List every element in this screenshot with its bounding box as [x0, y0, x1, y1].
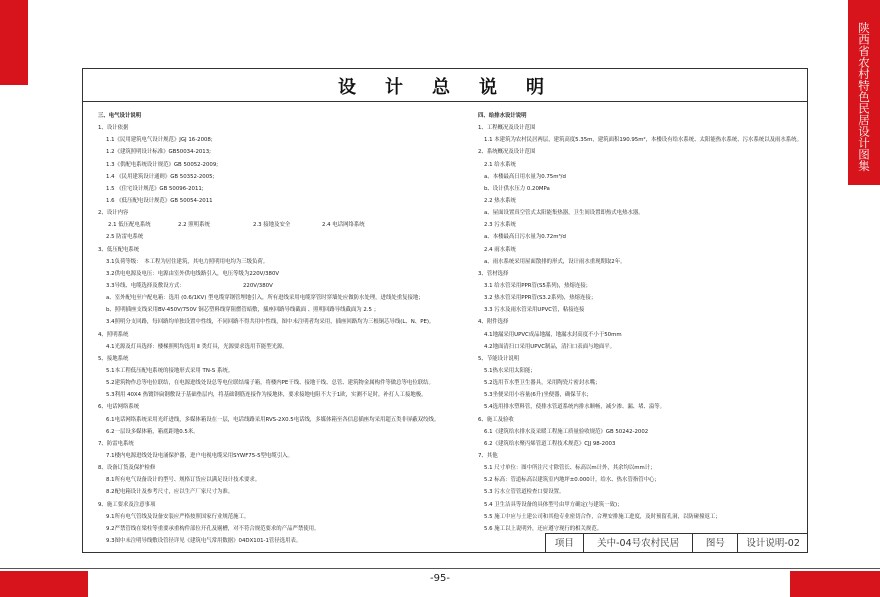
footer-rule [0, 568, 880, 569]
spec-line: 5.3利用 40X4 热镀锌扁钢敷设于基础垫层内，将基础钢筋连接作为接地体，要求接地电阻不大于1欧，实测不足时，补打人工接地极。 [106, 392, 427, 399]
title-block-project-value: 关中-04号农村民居 [584, 534, 694, 553]
title-block-drawing-no-value: 设计说明-02 [746, 538, 800, 549]
section-heading: 3、管材选择 [478, 270, 509, 277]
spec-line: 4.1光源及灯具选择：楼梯照明均选用 Ⅱ 类灯具，光源要求选用节能型光源。 [106, 343, 288, 350]
spec-line-segment: 220V/380V [243, 282, 273, 289]
section-heading: 9、施工要求及注意事项 [98, 501, 156, 508]
section-heading: 5、节能设计说明 [478, 355, 520, 362]
section-heading: 7、其他 [478, 452, 498, 459]
spec-line: 5.4选用排水塑料管，使排水管道系统内排水顺畅，减少渗、漏、堵、溢等。 [484, 404, 666, 411]
spec-line: 5.6 施工以上说明外，还应遵守现行的相关规范。 [484, 525, 603, 532]
spec-line: 6.2《建筑给水聚丙烯管道工程技术规范》CJJ 98-2003 [484, 440, 616, 447]
section-heading: 4、照明系统 [98, 331, 129, 338]
spec-line: 9.2严禁管线在梁柱等重要承重构件部位开孔及剔槽，对不符合规范要求的产品严禁使用。 [106, 525, 320, 532]
spec-line: 1.1《民用建筑电气设计规范》JGJ 16-2008; [106, 137, 213, 144]
spec-line-segment: 3.3导线、电缆选择及敷设方式： [106, 282, 185, 289]
spec-line: a、本楼最高日用水量为0.75m³/d [484, 173, 566, 180]
column-heading: 四、给排水设计说明 [478, 113, 527, 119]
sheet-title: 设计总说明 [338, 77, 573, 98]
page-number: -95- [430, 573, 450, 584]
spec-line: 2.1 给水系统 [484, 161, 516, 168]
spec-line: 8.1所有电气设备设计的型号、规格订货应以满足设计技术要求。 [106, 477, 261, 484]
spec-line: a、本楼最高日污水量为0.72m³/d [484, 234, 566, 241]
corner-block-bottom-right [790, 571, 880, 597]
section-heading: 6、施工及验收 [478, 416, 514, 423]
spec-line: 6.2一层设多媒体箱，箱底距地0.5米。 [106, 428, 199, 435]
spec-line: b、设计供水压力 0.20MPa [484, 185, 550, 192]
spec-line: 1.1 本建筑为农村民居两层，建筑高度5.35m，建筑面积190.95m²，本楼设有给水系统、太阳能热水系统、污水系统以及雨水系统。 [484, 137, 802, 144]
spec-line: 1.4 《民用建筑设计通则》GB 50352-2005; [106, 173, 215, 180]
section-heading: 1、工程概况及设计范围 [478, 125, 536, 132]
spec-line: 2.2 热水系统 [484, 197, 516, 204]
section-heading: 6、电话网络系统 [98, 404, 140, 411]
title-block [545, 533, 808, 553]
plumbing-notes-column [478, 110, 808, 535]
spec-line: 3.4照明分支回路，每回路均单独设置中性线，不同回路不得共用中性线，图中未注明者均采用，插座回路均为三根铜芯导线(L、N、PE)。 [106, 319, 435, 326]
spec-line: 6.1电话网络系统采用光纤进线，多媒体箱设在一层，电话线路采用RVS-2X0.5电话线，多媒体箱至各信息插座均采用超五类非屏蔽双绞线。 [106, 416, 440, 423]
spec-line: 5.3 污水立管管道检查口要设置。 [484, 489, 565, 496]
spec-line: 6.1《建筑给水排水及采暖工程施工质量验收规范》GB 50242-2002 [484, 428, 649, 435]
spec-line: 5.2建筑物作总等电位联结，在电源进线处设总等电位联结端子箱，将楼内PE干线、接地干线、总管、建筑物金属构件等做总等电位联结。 [106, 380, 434, 387]
spec-line: 3.2 热水管采用PPR管(S3.2系列)，热熔连接； [484, 295, 597, 302]
spec-line: 9.3图中未注明导线敷设管径详见《建筑电气常用数据》04DX101-1管径选用表。 [106, 537, 302, 544]
title-block-drawing-no-label: 图号 [693, 534, 738, 553]
spec-line: 2.3 污水系统 [484, 222, 516, 229]
spec-line: 5.4 卫生洁具等设备的具体型号由甲方确定(与建筑一致)； [484, 501, 623, 508]
section-heading: 3、低压配电系统 [98, 246, 140, 253]
spec-line: 5.3坐便采用小容量(6升)坐便器，确保节水； [484, 392, 592, 399]
spec-line: 5.2 标高：管道标高以建筑室内地坪±0.000计，给水、热水管指管中心； [484, 477, 660, 484]
spec-line: 1.6 《低压配电设计规范》GB 50054-2011 [106, 197, 213, 204]
title-block-project-label: 项目 [546, 534, 584, 553]
spec-line-segment: 2.3 接地及安全 [253, 222, 291, 229]
spec-line: 2.5 防雷电系统 [106, 234, 144, 241]
series-title: 陕西省农村特色民居设计图集 [857, 22, 871, 172]
spec-line: 3.1 给水管采用PPR管(S5系列)，热熔连接； [484, 282, 592, 289]
spec-line: 3.3 污水及雨水管采用UPVC管，粘接连接 [484, 307, 585, 314]
spec-line: 5.1热水采用太阳能； [484, 367, 536, 374]
spec-line: 2.4 雨水系统 [484, 246, 516, 253]
spec-line: 3.2供电电源及电压：电源由室外供电线路引入，电压等级为220V/380V [106, 270, 280, 277]
section-heading: 5、接地系统 [98, 355, 129, 362]
electrical-notes-column [98, 110, 470, 547]
spec-line: a、雨水系统采用屋面散排的形式，设计雨水重现期取2年。 [484, 258, 626, 265]
spec-line: a、屋面设置真空管式太阳能集热器，卫生间设置即热式电热水器。 [484, 210, 644, 217]
spec-line [98, 280, 470, 292]
spec-line: 1.2《建筑照明设计标准》GB50034-2013; [106, 149, 211, 156]
section-heading: 8、设备订货及保护检修 [98, 465, 156, 472]
spec-line: 5.2选用节水型卫生器具，采用陶瓷片密封水嘴； [484, 380, 601, 387]
spec-line: a、室外配电至户配电箱：选用 (0.6/1KV) 型电缆穿钢管埋地引入，所有进线采用电缆穿管时穿墙处应做防水处理，进线处重复接地； [106, 295, 424, 302]
spec-line: 8.2配电箱设计及参考尺寸，应以生产厂家尺寸为准。 [106, 489, 234, 496]
spec-line: 4.2地面清扫口采用UPVC制品，清扫口表面与地面平。 [484, 343, 616, 350]
spec-line-segment: 2.4 电话网络系统 [322, 222, 365, 229]
spec-line: 1.3《供配电系统设计规范》GB 50052-2009; [106, 161, 219, 168]
spec-line: 5.1 尺寸单位：图中所注尺寸除管长、标高以m计外，其余均以mm计； [484, 465, 656, 472]
section-heading: 1、设计依据 [98, 125, 129, 132]
spec-line: 1.5 《住宅设计规范》GB 50096-2011; [106, 185, 204, 192]
spec-line: 7.1楼内电源进线处设电涌保护器，进户电视电缆采用SYWF75-5型电缆引入。 [106, 452, 293, 459]
column-heading: 三、电气设计说明 [98, 113, 142, 119]
spec-line: b、照明插座支线采用BV-450V/750V 铜芯塑料线穿阻燃管暗敷，插座回路导线截面 、照明回路导线截面为 2.5 ； [106, 307, 380, 314]
corner-block-bottom-left [0, 571, 88, 597]
section-heading: 4、附件选择 [478, 319, 509, 326]
section-heading: 2、设计内容 [98, 210, 129, 217]
series-title-sidebar [848, 0, 880, 185]
spec-line: 9.1所有电气管线及设备安装应严格按照国家行业规范施工。 [106, 513, 250, 520]
spec-line-segment: 2.1 低压配电系统 [108, 222, 151, 229]
spec-line: 3.1负荷等级： 本工程为居住建筑，其电力照明用电均为三级负荷。 [106, 258, 269, 265]
spec-line: 4.1地漏采用UPVC成品地漏，地漏水封高度不小于50mm [484, 331, 622, 338]
spec-line-segment: 2.2 照明系统 [178, 222, 210, 229]
section-heading: 2、系统概况及设计范围 [478, 149, 536, 156]
spec-line [98, 219, 470, 231]
spec-line: 5.5 施工中应与土建公司和其他专业密切合作，合理安排施工进度，及时预留孔洞，以防碰撞返工； [484, 513, 721, 520]
spec-line: 5.1本工程低压配电系统的接地形式采用 TN-S 系统。 [106, 367, 234, 374]
section-heading: 7、防雷电系统 [98, 440, 134, 447]
corner-block-top-left [0, 0, 28, 85]
title-divider [82, 101, 808, 102]
